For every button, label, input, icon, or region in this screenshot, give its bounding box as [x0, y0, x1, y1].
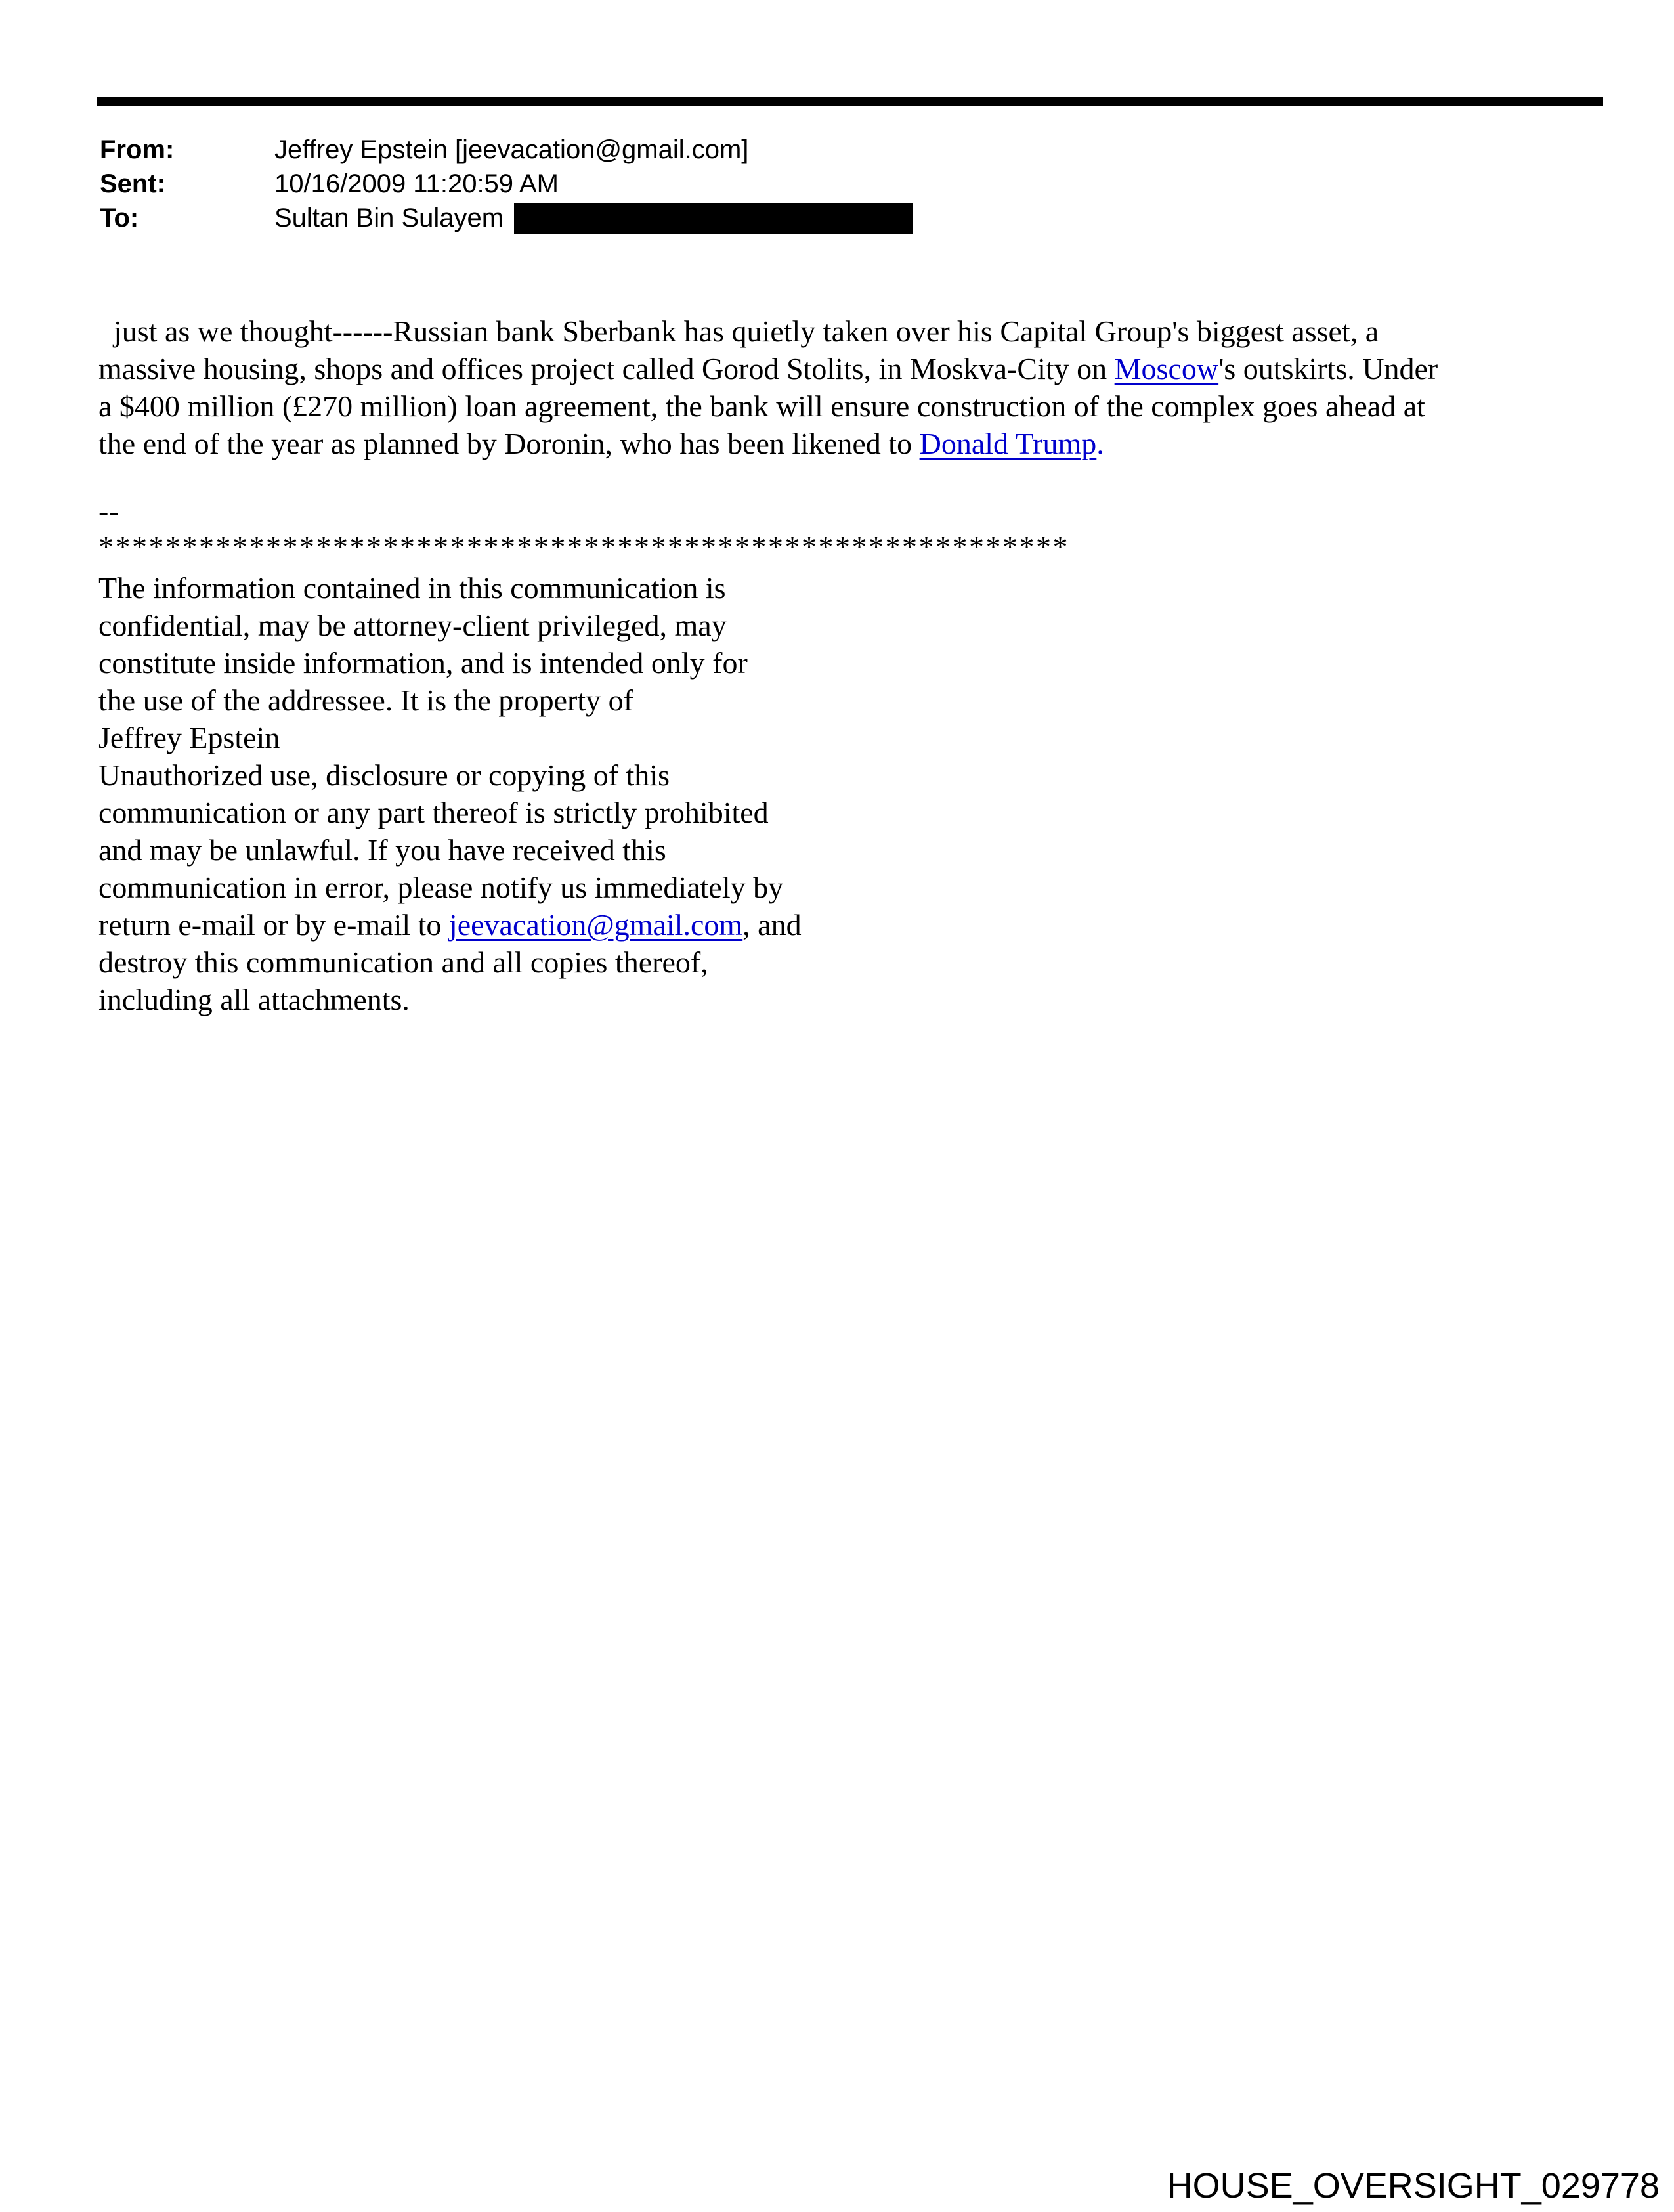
email-link[interactable]: jeevacation@gmail.com	[448, 908, 743, 942]
header-field-sent	[100, 167, 913, 201]
body-line	[98, 313, 1438, 350]
from-label: From:	[100, 135, 175, 164]
body-line	[98, 350, 1438, 387]
body-line	[98, 425, 1438, 462]
body-text: a $400 million (£270 million) loan agreement, the bank will ensure construction of the complex goes ahead at	[98, 389, 1425, 423]
bates-number: HOUSE_OVERSIGHT_029778	[1167, 2166, 1660, 2205]
header-field-to	[100, 201, 913, 235]
body-text: 's outskirts. Under	[1218, 352, 1438, 385]
body-text: .	[1096, 427, 1104, 460]
disclaimer-line: including all attachments.	[98, 983, 410, 1016]
disclaimer-text: return e-mail or by e-mail to	[98, 908, 449, 942]
disclaimer-text: , and	[742, 908, 802, 942]
disclaimer-line: the use of the addressee. It is the property of	[98, 683, 633, 717]
disclaimer-line: constitute inside information, and is intended only for	[98, 646, 748, 680]
body-text: just as we thought------Russian bank Sberbank has quietly taken over his Capital Group's biggest asset, a	[98, 314, 1379, 348]
disclaimer-line: confidential, may be attorney-client privileged, may	[98, 609, 727, 642]
disclaimer-line: communication in error, please notify us immediately by	[98, 871, 784, 904]
donald-trump-link[interactable]: Donald Trump	[919, 427, 1097, 460]
signature-separator: --	[98, 494, 119, 528]
disclaimer-line: Unauthorized use, disclosure or copying of this	[98, 758, 670, 792]
to-label: To:	[100, 204, 139, 232]
from-value: Jeffrey Epstein [jeevacation@gmail.com]	[274, 135, 749, 164]
asterisk-divider: **********************************************************	[98, 530, 1069, 563]
to-value: Sultan Bin Sulayem	[274, 204, 504, 232]
redaction-bar	[514, 203, 913, 234]
disclaimer-line: communication or any part thereof is strictly prohibited	[98, 796, 769, 829]
sent-label: Sent:	[100, 169, 165, 198]
moscow-link[interactable]: Moscow	[1114, 352, 1219, 385]
sent-value: 10/16/2009 11:20:59 AM	[274, 169, 559, 198]
email-body	[98, 313, 1438, 462]
body-text: massive housing, shops and offices project called Gorod Stolits, in Moskva-City on	[98, 352, 1115, 385]
disclaimer-line: The information contained in this communication is	[98, 571, 726, 605]
body-line	[98, 387, 1438, 425]
disclaimer-line: and may be unlawful. If you have received this	[98, 833, 666, 867]
disclaimer-block	[98, 569, 802, 1018]
header-divider-rule	[97, 97, 1603, 106]
disclaimer-line: Jeffrey Epstein	[98, 721, 280, 754]
body-text: the end of the year as planned by Doronin, who has been likened to	[98, 427, 920, 460]
header-field-from	[100, 133, 913, 167]
disclaimer-line: destroy this communication and all copies thereof,	[98, 945, 708, 979]
disclaimer-line-email	[98, 906, 802, 943]
email-header	[100, 133, 913, 235]
